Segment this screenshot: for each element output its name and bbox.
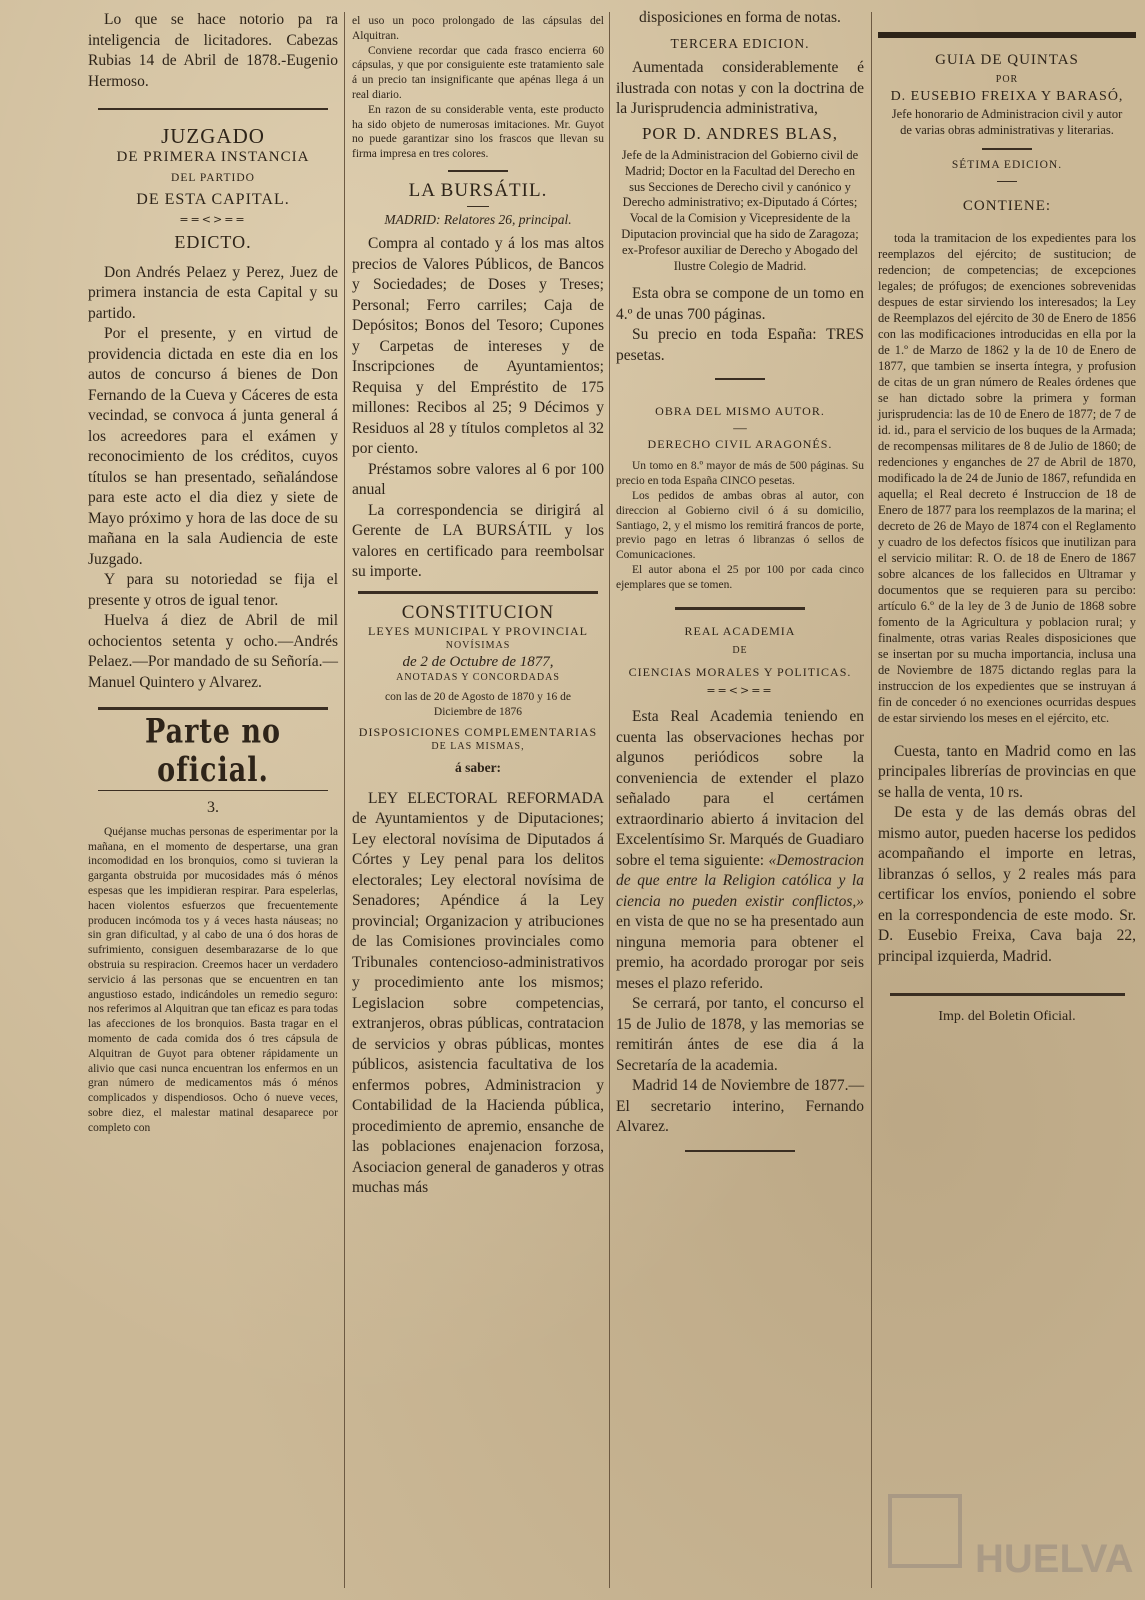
library-stamp <box>880 1490 1134 1590</box>
divider <box>467 206 489 207</box>
article-continuation: el uso un poco prolongado de las cápsulas del Alquitran. <box>352 15 604 42</box>
column-3 <box>616 0 864 1600</box>
imprint: Imp. del Boletin Oficial. <box>938 1009 1076 1025</box>
a-saber-label: á saber: <box>454 760 502 776</box>
edict-paragraph: Y para su notoriedad se fija el presente y otros de igual tenor. <box>88 571 338 609</box>
guia-price: Cuesta, tanto en Madrid como en las principales librerías de provincias en que se halla de venta, 10 rs. <box>878 742 1136 801</box>
disposiciones-title: DISPOSICIONES COMPLEMENTARIAS <box>358 725 598 740</box>
stamp-text: HUELVA <box>975 1537 1134 1581</box>
notes-continuation: disposiciones en forma de notas. <box>639 9 841 26</box>
ornament: ==<>== <box>179 212 247 226</box>
guia-orders: De esta y de las demás obras del mismo autor, pueden hacerse los pedidos acompañando el importe en letras, libranzas ó sellos, y 2 reales más para certificar los envíos, poniendo el sobre en la correspondencia de este modo. Sr. D. Eusebio Freixa, Cava baja 22, principal izquierda, Madrid. <box>878 804 1136 965</box>
edict-paragraph: Don Andrés Pelaez y Perez, Juez de primera instancia de esta Capital y su partido. <box>88 263 338 322</box>
divider <box>448 170 508 172</box>
article-text: Quéjanse muchas personas de esperimentar por la mañana, en el momento de despertarse, una gran incomodidad en los bronquios, como si tuvieran la garganta obstruida por mucosidades más ó ménos espesas que les impidieran respirar. Para espelerlas, hacen violentos esfuerzos que frecuentemente producen incómoda tos y á veces hasta náuseas; no sin gran dificultad, y al cabo de una ó dos horas de sufrimiento, consiguen desembarazarse de lo que obstruia su respiracion. Creemos hacer un verdadero servicio á las personas que se encuentren en tan angustioso estado, indicándoles un remedio seguro: nos referimos al Alquitran que tan eficaz es para todas las afecciones de los bronquios. Basta tragar en el momento de cada comida dos ó tres cápsula de Alquitran de Guyot para obtener rápidamente un alivio que casi nunca encuentran los enfermos en un gran número de medicamentos más ó ménos complicados y dispendiosos. Ocho ó nueve veces, sobre diez, el malestar matinal desaparece por completo con <box>88 825 338 1134</box>
divider <box>98 790 328 791</box>
top-bar <box>878 32 1136 38</box>
academia-signature: Madrid 14 de Noviembre de 1877.—El secretario interino, Fernando Alvarez. <box>616 1077 864 1136</box>
court-subtitle: DEL PARTIDO <box>171 171 255 184</box>
academia-paragraph <box>616 707 864 994</box>
constitucion-subtitle: ANOTADAS Y CONCORDADAS <box>396 672 560 684</box>
guia-title: GUIA DE QUINTAS <box>935 52 1079 68</box>
guia-edition: SÉTIMA EDICION. <box>951 159 1063 172</box>
column-1 <box>88 0 338 1600</box>
divider <box>982 148 1032 150</box>
article-paragraph: En razon de su considerable venta, este producto ha sido objeto de numerosas imitaciones. Mr. Guyot no puede garantizar sino los frascos que llevan su firma impresa en tres colores. <box>352 103 604 161</box>
contiene-label: CONTIENE: <box>962 198 1052 215</box>
intro-notice: Lo que se hace notorio pa ra inteligencia de licitadores. Cabezas Rubias 14 de Abril de 1878.-Eugenio Hermoso. <box>88 11 338 90</box>
book-author: POR D. ANDRES BLAS, <box>641 123 839 143</box>
constitucion-subtitle: NOVÍSIMAS <box>445 639 511 651</box>
divider <box>890 993 1125 996</box>
guia-author-bio: Jefe honorario de Administracion civil y autor de varias obras administrativas y literarias. <box>891 107 1123 137</box>
academia-quote: «Demostracion de que entre la Religion católica y la ciencia no pueden existir conflictos,» <box>616 851 865 910</box>
disposiciones-subtitle: DE LAS MISMAS, <box>431 741 525 753</box>
divider <box>997 181 1017 182</box>
dash: — <box>733 420 747 436</box>
academia-paragraph: Se cerrará, por tanto, el concurso el 15 de Julio de 1878, y las memorias se remitirán ántes de ese dia á la Secretaría de la academia. <box>616 995 864 1074</box>
edict-title: EDICTO. <box>174 231 252 252</box>
obra-title: OBRA DEL MISMO AUTOR. <box>655 404 825 419</box>
obra-paragraph: El autor abona el 25 por 100 por cada cinco ejemplares que se tomen. <box>616 564 864 591</box>
edition-label: TERCERA EDICION. <box>670 35 810 51</box>
column-rule <box>344 12 345 1588</box>
book-paragraph: Esta obra se compone de un tomo en 4.º de unas 700 páginas. <box>616 285 864 323</box>
academia-text: en vista de que no se ha presentado aun ninguna memoria para obtener el premio, ha acordado prorogar por seis meses el plazo referido. <box>616 913 864 992</box>
section-number: 3. <box>207 799 219 817</box>
obra-paragraph: Un tomo en 8.º mayor de más de 500 páginas. Su precio en toda España CINCO pesetas. <box>616 460 864 488</box>
edict-signature: Huelva á diez de Abril de mil ochocientos setenta y ocho.—Andrés Pelaez.—Por mandado de su Señoría.—Manuel Quintero y Alvarez. <box>88 612 338 691</box>
obra-subtitle: DERECHO CIVIL ARAGONÉS. <box>647 436 833 451</box>
guia-por: POR <box>995 74 1019 85</box>
stamp-graphic <box>880 1490 1134 1590</box>
bursatil-title: LA BURSÁTIL. <box>408 179 548 201</box>
column-2 <box>352 0 604 1600</box>
divider <box>98 108 328 110</box>
bursatil-address: MADRID: Relatores 26, principal. <box>384 211 572 227</box>
academia-text: Esta Real Academia teniendo en cuenta las observaciones hechas por algunos periódicos sobre la conveniencia de extender el plazo señalado para el certámen extraordinario abierto á invitacion del Excelentísimo Sr. Marqués de Guadiaro sobre el tema siguiente: <box>616 708 864 869</box>
book-description: Aumentada considerablemente é ilustrada con notas y con la doctrina de la Jurisprudencia administrativa, <box>616 59 864 117</box>
court-title: JUZGADO <box>161 124 265 148</box>
column-4 <box>878 0 1136 1600</box>
ornament: ==<>== <box>706 684 774 698</box>
stamp-frame <box>890 1496 960 1566</box>
divider <box>98 707 328 710</box>
guia-author: D. EUSEBIO FREIXA Y BARASÓ, <box>890 88 1124 104</box>
guia-contents: toda la tramitacion de los expedientes para los reemplazos del ejército; de sustitucion; de redencion; de competencias; de excepciones legales; de prófugos; de exenciones sobrevenidas despues de estar sirviendo los interesados; la Ley de Reemplazos del ejército de 30 de Enero de 1856 con las modificaciones introducidas en ella por la de 1.º de Marzo de 1862 y la de 10 de Enero de 1877, que tambien se inserta íntegra, y profusion de citas de un gran número de Reales órdenes que se han dictado sobre la primera y forman jurisprudencia: las de 10 de Enero de 1877; de 7 de id. id., para el servicio de los buques de la Armada; de recompensas militares de 8 de Julio de 1860; de redenciones y enganches de 27 de Abril de 1870, modificado la de 24 de Junio de 1867, refundida en aquella; el Real decreto é Instruccion de 18 de Enero de 1877 para los reemplazos de la marina; el decreto de 26 de Mayo de 1874 con el Reglamento y cuadro de los defectos físicos que inutilizan para el servicio militar: R. O. de 18 de Enero de 1867 sobre alcances de los fallecidos en Ultramar y documentos que se requieren para su percibo: artículo 6.º de la ley de 3 de Junio de 1868 sobre fomento de la Agricultura y poblacion rural; y finalmente, otras varias Reales disposiciones que se insertan por su mucha importancia, inclusa una de Noviembre de 1875 dictando reglas para la instruccion de los expedientes que se instruyan á fin de conceder ó no exenciones ocurridas despues de estar sirviendo los meses en el ejército, etc. <box>878 230 1136 725</box>
article-paragraph: Conviene recordar que cada frasco encierra 60 cápsulas, y que por consiguiente este tratamiento sale á un precio tan insignificante que apénas llega á un real diario. <box>352 44 604 101</box>
laws-list: LEY ELECTORAL REFORMADA de Ayuntamientos y de Diputaciones; Ley electoral novísima de Diputados á Córtes y Ley penal para los delitos electorales; Ley electoral novísima de Senadores; Apéndice á la Ley provincial; Organizacion y atribuciones de las Comisiones provinciales como Tribunales contencioso-administrativos y procedimiento ante los mismos; Legislacion sobre competencias, extranjeros, obras públicas, contratacion de servicios y obras públicas, montes públicos, asistencia facultativa de los enfermos pobres, Administracion y Contabilidad de la Hacienda pública, procedimiento de apremio, ensanche de las poblaciones enajenacion forzosa, Asociacion general de ganaderos y otras muchas más <box>352 789 604 1197</box>
column-rule <box>871 12 872 1588</box>
divider <box>358 591 598 594</box>
book-price: Su precio en toda España: TRES pesetas. <box>616 326 864 364</box>
academia-title: REAL ACADEMIA <box>684 623 796 638</box>
court-subtitle: DE ESTA CAPITAL. <box>136 191 290 209</box>
divider <box>685 1150 795 1152</box>
divider <box>715 378 765 380</box>
bursatil-paragraph: La correspondencia se dirigirá al Gerente de LA BURSÁTIL y los valores en certificado para reembolsar su importe. <box>352 501 604 581</box>
bursatil-paragraph: Compra al contado y á los mas altos precios de Valores Públicos, de Bancos y Sociedades; de Doses y Treses; Personal; Ferro carriles; Caja de Depósitos; Bonos del Tesoro; Cupones y Carpetas de intereses y de Inscripciones de Ayuntamientos; Requisa y del Empréstito de 175 millones: Recibos al 25; 9 Décimos y Residuos al 28 y títulos completos al 32 por ciento. <box>352 235 604 458</box>
author-bio: Jefe de la Administracion del Gobierno civil de Madrid; Doctor en la Facultad del Derecho en sus Secciones de Derecho civil y canónico y Derecho administrativo; ex-Diputado á Córtes; Vocal de la Comision y Vicepresidente de la Diputacion provincial que ha sido de Zaragoza; ex-Profesor auxiliar de Derecho y Abogado del Ilustre Colegio de Madrid. <box>621 148 859 273</box>
constitucion-subtitle: con las de 20 de Agosto de 1870 y 16 de Diciembre de 1876 <box>385 690 571 718</box>
court-subtitle: DE PRIMERA INSTANCIA <box>116 149 310 165</box>
edict-paragraph: Por el presente, y en virtud de providencia dictada en este dia en los autos de concurso á bienes de Don Fernando de la Cueva y Cáceres de esta vecindad, se convoca á junta general á los acreedores para el exámen y reconocimiento de los créditos, cuyos títulos se han presentado, señalándose para este acto el dia diez y siete de Mayo próximo y hora de las doce de su mañana en la sala Audiencia de este Juzgado. <box>88 325 338 568</box>
academia-subtitle: CIENCIAS MORALES Y POLITICAS. <box>628 665 852 680</box>
bursatil-paragraph: Préstamos sobre valores al 6 por 100 anual <box>352 460 604 499</box>
constitucion-title: CONSTITUCION <box>401 601 555 623</box>
divider <box>675 607 805 610</box>
academia-de: DE <box>732 645 748 657</box>
parte-no-oficial-title: Parte no oficial. <box>145 712 281 791</box>
obra-paragraph: Los pedidos de ambas obras al autor, con direccion al Gobierno civil ó á su domicilio, Santiago, 2, y el mismo los remitirá francos de porte, previo pago en letras ó libranzas ó sellos de Comunicaciones. <box>616 490 864 562</box>
column-rule <box>609 12 610 1588</box>
constitucion-subtitle: LEYES MUNICIPAL Y PROVINCIAL <box>368 623 588 638</box>
constitucion-date: de 2 de Octubre de 1877, <box>402 653 554 670</box>
